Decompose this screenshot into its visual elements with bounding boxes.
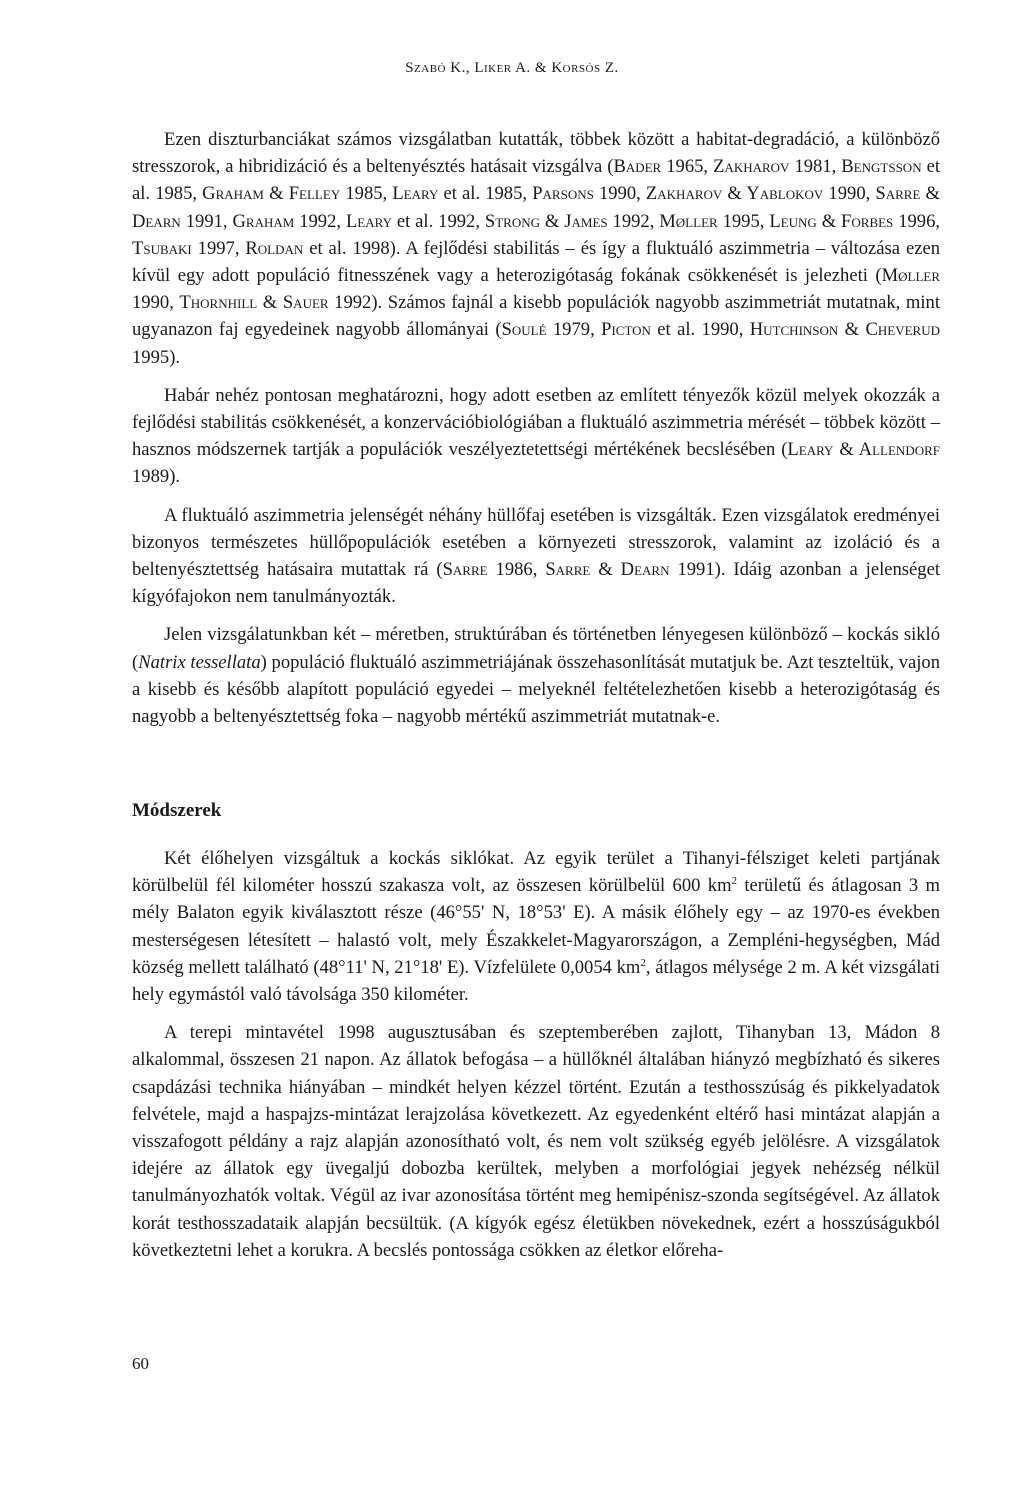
citation-author: Leung & Forbes — [769, 210, 894, 232]
citation-author: Graham — [232, 210, 295, 232]
superscript-2: 2 — [640, 956, 646, 969]
paragraph-4 — [132, 621, 940, 730]
citation-author: Sarre & Dearn — [545, 559, 670, 581]
citation-author: Sarre — [442, 559, 488, 581]
citation-author: Zakharov — [713, 156, 790, 178]
paragraph-text: 1995). — [132, 346, 181, 368]
paragraph-text: et al. 1990, — [650, 319, 750, 341]
citation-author: Sarre & Dearn — [132, 183, 940, 232]
paragraph-text: et al. 1985, — [132, 156, 940, 205]
citation-author: Picton — [601, 319, 651, 341]
paragraph-text: 1965, — [661, 156, 714, 178]
citation-author: Soulé — [501, 319, 547, 341]
methods-p1-a: Két élőhelyen vizsgáltuk a kockás siklókat. Az egyik terület a Tihanyi-félsziget keleti partjának körülbelül fél kilométer hosszú szakasza volt, az összesen körülbelül 600 km — [132, 848, 940, 897]
paragraph-text: 1990, — [823, 183, 876, 205]
page-number: 60 — [132, 1354, 149, 1373]
paragraph-3 — [132, 502, 940, 611]
paragraph-text: et al. 1985, — [438, 183, 533, 205]
paragraph-4-text-b: ) populáció fluktuáló aszimmetriájának összehasonlítását mutatjuk be. Azt teszteltük, vajon a kisebb és később alapított populáció egyedei – melyeknél feltételezhetően kisebb a heterozigótaság és nagyobb a beltenyésztettség foka – nagyobb mértékű aszimmetriát mutatnak-e. — [132, 651, 941, 728]
paragraph-text: Ezen diszturbanciákat számos vizsgálatban kutatták, többek között a habitat-degradáció, a különböző stresszorok, a hibridizáció és a beltenyésztés hatásait vizsgálva ( — [132, 129, 940, 178]
paragraph-4-text-a: Jelen vizsgálatunkban két – méretben, struktúrában és történetben lényegesen különböző – kockás sikló ( — [132, 624, 940, 673]
paragraph-text: 1981, — [789, 156, 842, 178]
citation-author: Møller — [881, 265, 940, 287]
paragraph-text: 1985, — [340, 183, 393, 205]
paragraph-text: 1991). Idáig azonban a jelenséget kígyófajokon nem tanulmányozták. — [132, 559, 940, 608]
citation-author: Møller — [659, 210, 718, 232]
paragraph-text: A fluktuáló aszimmetria jelenségét néhány hüllőfaj esetében is vizsgálták. Ezen vizsgálatok eredményei bizonyos természetes hüllőpopulációk esetében a környezeti stresszorok, valamint az izoláció és a beltenyésztettség hatásaira mutattak rá ( — [132, 504, 940, 581]
methods-paragraph-1 — [132, 845, 940, 1008]
paragraph-text: 1996, — [893, 210, 941, 232]
paragraph-text: 1995, — [717, 210, 770, 232]
running-head: Szabó K., Liker A. & Korsós Z. — [405, 60, 619, 76]
paragraph-text: 1979, — [546, 319, 602, 341]
methods-paragraph-2: A terepi mintavétel 1998 augusztusában és szeptemberében zajlott, Tihanyban 13, Mádon 8 alkalommal, összesen 21 napon. Az állatok befogása – a hüllőknél általában hiányzó megbízható és sikeres csapdázási technika hiányában – mindkét helyen kézzel történt. Ezután a testhosszúság és pikkelyadatok felvétele, majd a haspajzs-mintázat lerajzolása következett. Az egyedenként eltérő hasi mintázat alapján a visszafogott példány a rajz alapján azonosítható volt, és nem volt szükség egyéb jelölésre. A vizsgálatok idejére az állatok egy üvegaljú dobozba kerültek, melyben a morfológiai jegyek nehézség nélkül tanulmányozhatók voltak. Végül az ivar azonosítása történt meg hemipénisz-szonda segítségével. Az állatok korát testhosszadataik alapján becsültük. (A kígyók egész életükben növekednek, ezért a hosszúságukból következtetni lehet a korukra. A becslés pontossága csökken az életkor előreha- — [132, 1022, 940, 1261]
methods-text — [132, 845, 940, 1275]
citation-author: Hutchinson & Cheverud — [749, 319, 941, 341]
citation-author: Graham & Felley — [202, 183, 341, 205]
citation-author: Bader — [613, 156, 662, 178]
citation-author: Thornhill & Sauer — [179, 292, 329, 314]
citation-author: Zakharov & Yablokov — [645, 183, 824, 205]
superscript-2: 2 — [731, 875, 738, 888]
paragraph-text: 1991, — [180, 210, 233, 232]
citation-author: Leary — [345, 210, 392, 232]
paragraph-text: 1990, — [593, 183, 646, 205]
paragraph-text: 1992). Számos fajnál a kisebb populációk nagyobb aszimmetriát mutatnak, mint ugyanazon faj egyedeinek nagyobb állományai ( — [132, 292, 941, 341]
introduction-text — [132, 126, 940, 741]
methods-p1-b: területű és átlagosan 3 m mély Balaton egyik kiválasztott része (46°55' N, 18°53' E). A másik élőhely egy – az 1970-es években mesterségesen létesített – halastó volt, mely Északkelet-Magyarországon, a Zempléni-hegységben, Mád község mellett található (48°11' N, 21°18' E). Vízfelülete 0,0054 km — [132, 875, 940, 978]
paragraph-text: et al. 1992, — [391, 210, 485, 232]
paragraph-1 — [132, 126, 940, 371]
paragraph-text: 1986, — [487, 559, 546, 581]
paragraph-text: 1992, — [294, 210, 346, 232]
paragraph-text: Habár nehéz pontosan meghatározni, hogy adott esetben az említett tényezők közül melyek okozzák a fejlődési stabilitás csökkenését, a konzervációbiológiában a fluktuáló aszimmetria mérését – többek között – hasznos módszernek tartják a populációk veszélyeztetettségi mértékének becslésében ( — [132, 384, 940, 461]
paragraph-text: 1997, — [191, 237, 246, 259]
methods-p1-c: , átlagos mélysége 2 m. A két vizsgálati hely egymástól való távolsága 350 kilométer. — [132, 956, 940, 1006]
citation-author: Leary & Allendorf — [787, 439, 940, 461]
paragraph-2 — [132, 382, 940, 491]
citation-author: Bengtsson — [841, 156, 922, 178]
section-heading-methods: Módszerek — [132, 800, 222, 821]
paragraph-text: et al. 1998). A fejlődési stabilitás – és így a fluktuáló aszimmetria – változása ezen kívül egy adott populáció fitnesszének vagy a heterozigótaság fokának csökkenését is jelezheti ( — [132, 237, 940, 287]
citation-author: Tsubaki — [132, 237, 192, 259]
paragraph-text: 1992, — [607, 210, 660, 232]
citation-author: Strong & James — [484, 210, 608, 232]
citation-author: Roldan — [245, 237, 304, 259]
paragraph-text: 1990, — [132, 292, 180, 314]
paragraph-text: 1989). — [132, 466, 181, 488]
citation-author: Parsons — [532, 183, 594, 205]
species-name: Natrix tessellata — [138, 651, 261, 673]
citation-author: Leary — [392, 183, 439, 205]
